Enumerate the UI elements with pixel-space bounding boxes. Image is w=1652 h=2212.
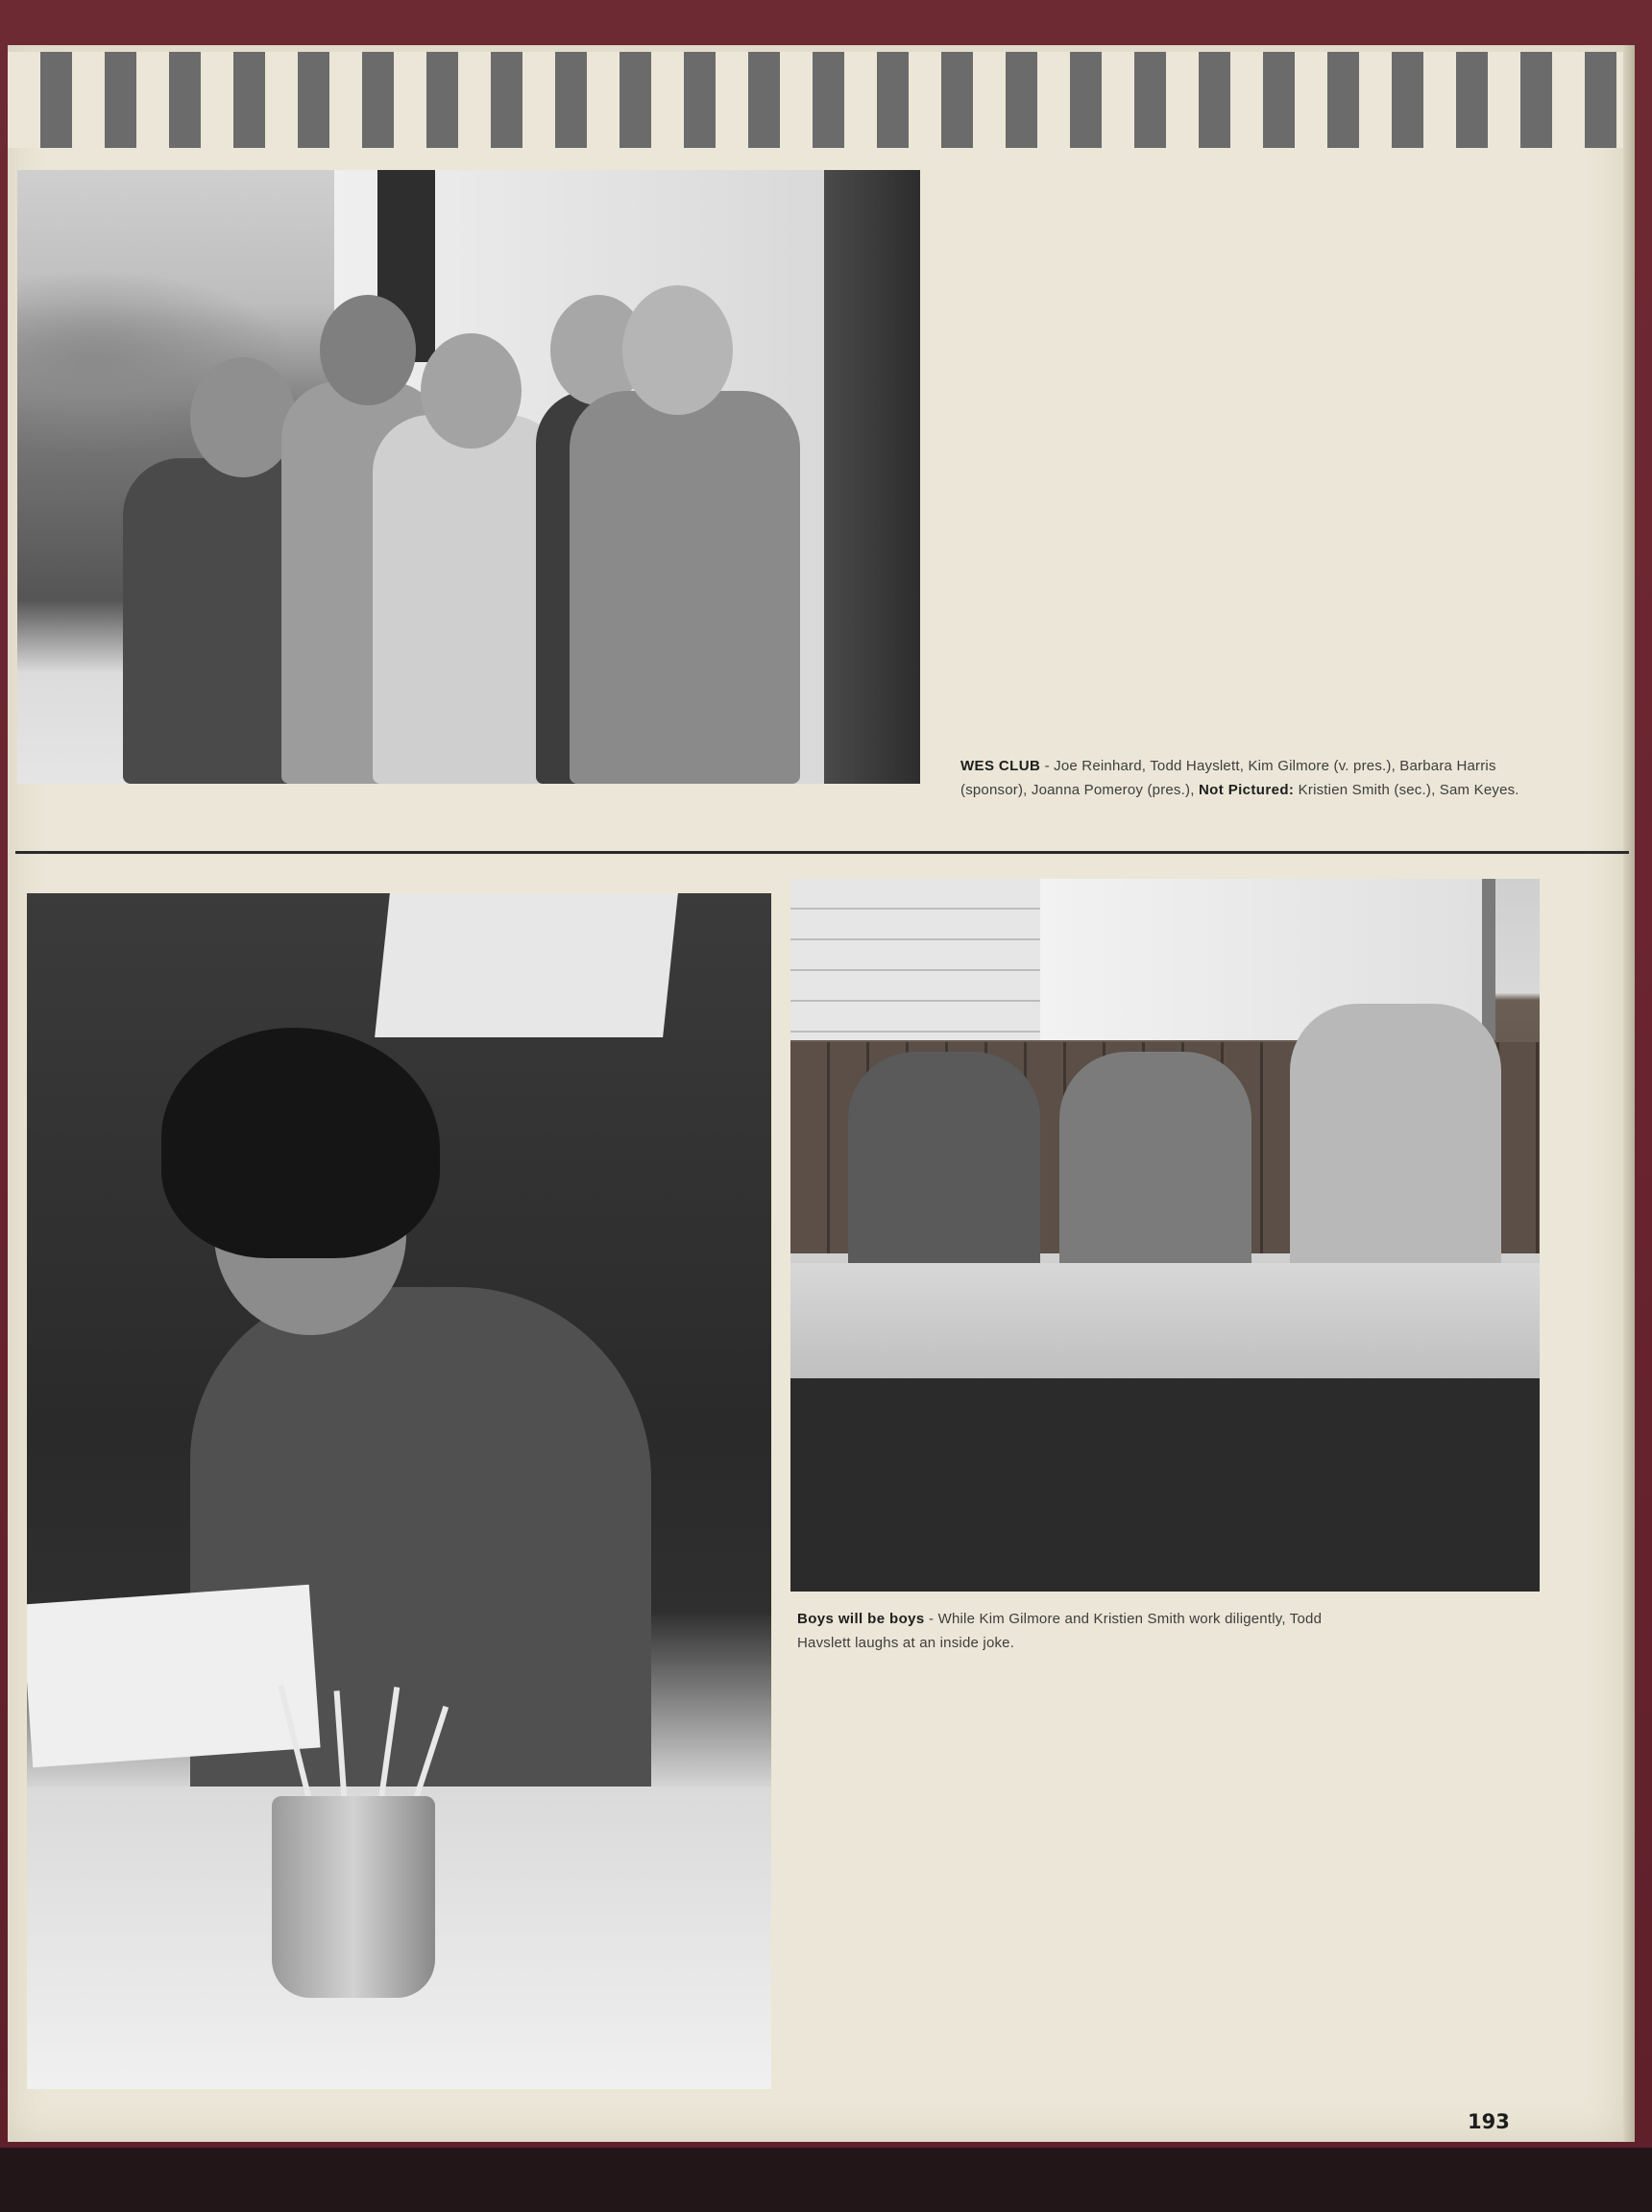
page-number: 193 [1468,2110,1510,2133]
desk-surface [0,2148,1652,2212]
decorative-stripe-band [8,52,1623,148]
desk-front [790,1378,1540,1592]
alphabet-chart [790,879,1042,1040]
page-edge [1623,45,1635,2142]
boys-caption [797,1607,1335,1655]
yearbook-page [8,45,1623,2142]
caption-title: WES CLUB [960,758,1041,774]
person-head [622,285,733,415]
classroom-desk-photo [790,879,1540,1592]
not-pictured-names: Kristien Smith (sec.), Sam Keyes. [1294,782,1519,798]
caption-separator: - [1040,758,1055,774]
wes-club-caption [960,754,1537,802]
person-head [421,333,522,449]
desk-top [790,1263,1540,1378]
not-pictured-label: Not Pictured: [1198,782,1295,798]
student-drawing-photo [27,893,771,2089]
wall-paper [375,893,678,1037]
pencil-can [272,1796,435,1998]
caption-text: While Kim Gilmore and Kristien Smith work diligently, Todd Havslett laughs at an inside joke. [797,1611,1323,1651]
caption-separator: - [924,1611,938,1627]
student-hair [161,1028,440,1258]
doorway [824,170,920,784]
person-head [190,357,296,477]
person-head [320,295,416,405]
caption-names: Joe Reinhard, Todd Hayslett, Kim Gilmore (v. pres.), Barbara Harris (sponsor), Joanna Pomeroy (pres.), [960,758,1496,798]
person-figure [570,391,800,784]
section-divider [15,851,1629,854]
caption-title: Boys will be boys [797,1611,925,1627]
wes-club-group-photo [17,170,920,784]
student-figure [1290,1004,1501,1301]
drawing-sheet [27,1585,321,1768]
